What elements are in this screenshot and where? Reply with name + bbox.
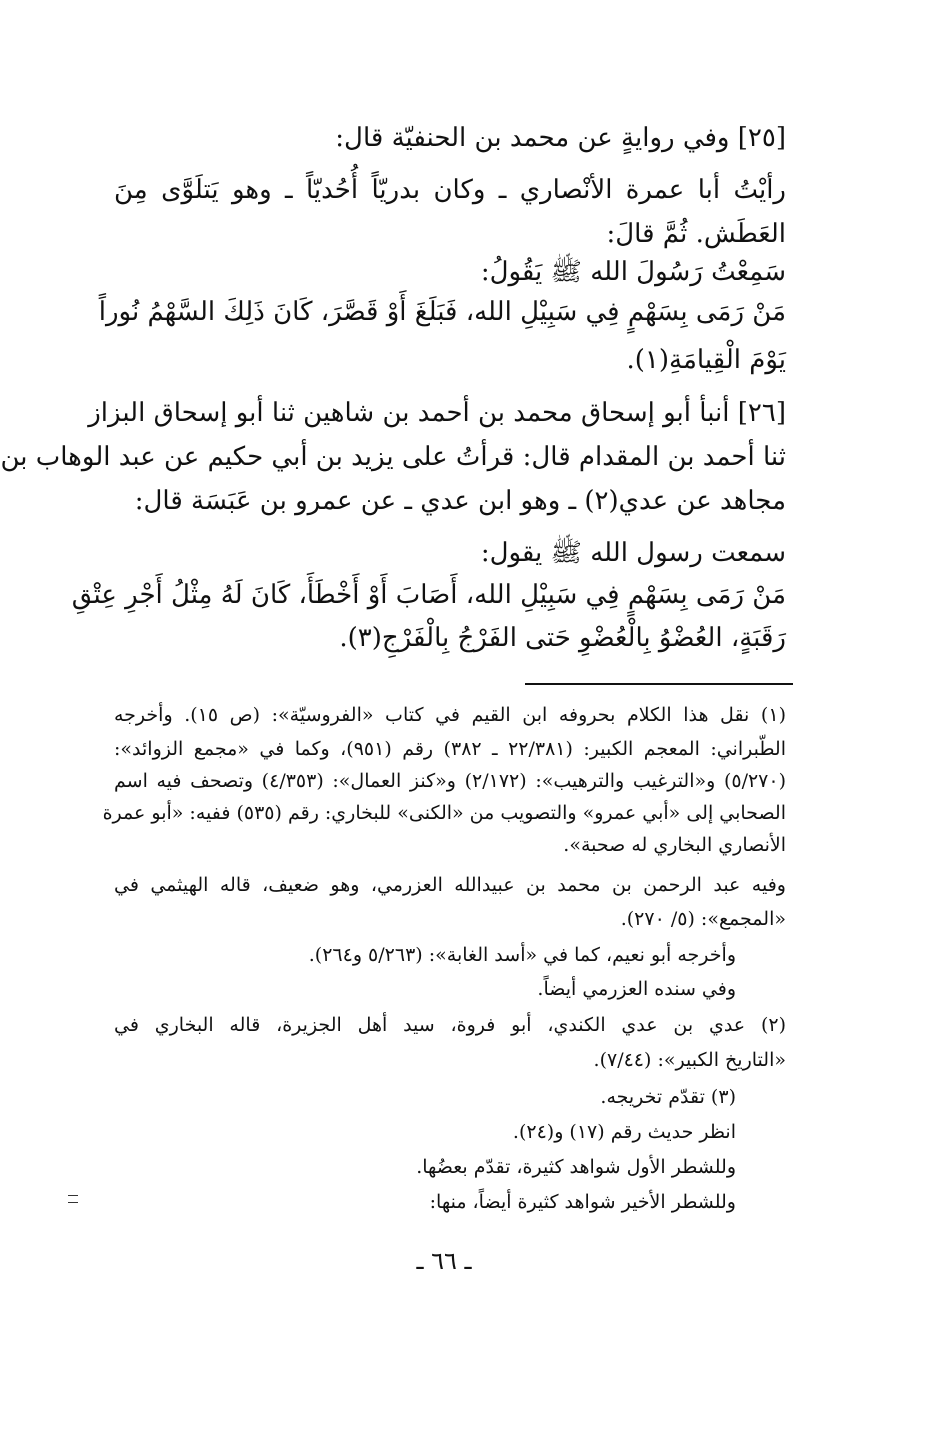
hadith-25-heading: [٢٥] وفي روايةٍ عن محمد بن الحنفيّة قال: [335, 123, 786, 153]
footnote-line: «التاريخ الكبير»: (٧/٤٤). [593, 1049, 786, 1071]
main-text-line: مَنْ رَمَى بِسَهْمٍ فِي سَبِيْلِ الله، فَبَلَغَ أَوْ قَصَّرَ، كَانَ ذَلِكَ السَّهْمُ نُوراً [98, 297, 786, 327]
footnote-line: الصحابي إلى «أبي عمرو» والتصويب من «الكنى» للبخاري: رقم (٥٣٥) ففيه: «أبو عمرة [102, 802, 786, 824]
main-text-line: مَنْ رَمَى بِسَهْمٍ فِي سَبِيْلِ الله، أَصَابَ أَوْ أَخْطَأَ، كَانَ لَهُ مِثْلُ أَجْرِ عِتْقِ [71, 580, 786, 610]
main-text-line: رَقَبَةٍ، العُضْوُ بِالْعُضْوِ حَتى الفَرْجُ بِالْفَرْجِ(٣). [339, 623, 786, 653]
footnote-line: «المجمع»: (٥/ ٢٧٠). [620, 908, 786, 930]
footnote-line: انظر حديث رقم (١٧) و(٢٤). [512, 1121, 736, 1143]
footnote-separator [525, 683, 793, 685]
hadith-26-heading: [٢٦] أنبأ أبو إسحاق محمد بن أحمد بن شاهين ثنا أبو إسحاق البزاز [88, 398, 786, 428]
footnote-line: (١) نقل هذا الكلام بحروفه ابن القيم في كتاب «الفروسيّة»: (ص ١٥). وأخرجه [114, 704, 786, 726]
scan-mark [68, 1195, 78, 1203]
footnote-line: وللشطر الأول شواهد كثيرة، تقدّم بعضُها. [416, 1156, 736, 1178]
footnote-line: (٣) تقدّم تخريجه. [600, 1086, 736, 1108]
main-text-line: يَوْمَ الْقِيامَةِ(١). [626, 345, 786, 375]
main-text-line: مجاهد عن عدي(٢) ـ وهو ابن عدي ـ عن عمرو بن عَبَسَة قال: [134, 486, 786, 516]
footnote-line: الأنصاري البخاري له صحبة». [563, 834, 786, 856]
footnote-line: وأخرجه أبو نعيم، كما في «أسد الغابة»: (٥/٢٦٣ و٢٦٤). [308, 944, 736, 966]
footnote-line: وللشطر الأخير شواهد كثيرة أيضاً، منها: [429, 1191, 736, 1213]
footnote-line: (٥/٢٧٠) و«الترغيب والترهيب»: (٢/١٧٢) و«كنز العمال»: (٤/٣٥٣) وتصحف فيه اسم [114, 770, 787, 792]
footnote-line: الطّبراني: المعجم الكبير: (٢٢/٣٨١ ـ ٣٨٢) رقم (٩٥١)، وكما في «مجمع الزوائد»: [114, 738, 786, 760]
footnote-line: (٢) عدي بن عدي الكندي، أبو فروة، سيد أهل الجزيرة، قاله البخاري في [114, 1014, 786, 1036]
footnote-line: وفي سنده العزرمي أيضاً. [537, 978, 736, 1000]
main-text-line: العَطَش. ثُمَّ قالَ: [606, 219, 786, 249]
main-text-line: ثنا أحمد بن المقدام قال: قرأتُ على يزيد بن أبي حكيم عن عبد الوهاب بن [0, 442, 786, 472]
footnote-line: وفيه عبد الرحمن بن محمد بن عبيدالله العزرمي، وهو ضعيف، قاله الهيثمي في [114, 874, 786, 896]
main-text-line: سمعت رسول الله ﷺ يقول: [480, 538, 786, 568]
main-text-line: سَمِعْتُ رَسُولَ الله ﷺ يَقُولُ: [480, 257, 786, 287]
page-number: ـ ٦٦ ـ [416, 1247, 472, 1275]
main-text-line: رأيْتُ أبا عمرة الأنْصاري ـ وكان بدريّاً أُحُديّاً ـ وهو يَتلَوَّى مِنَ [114, 175, 786, 205]
